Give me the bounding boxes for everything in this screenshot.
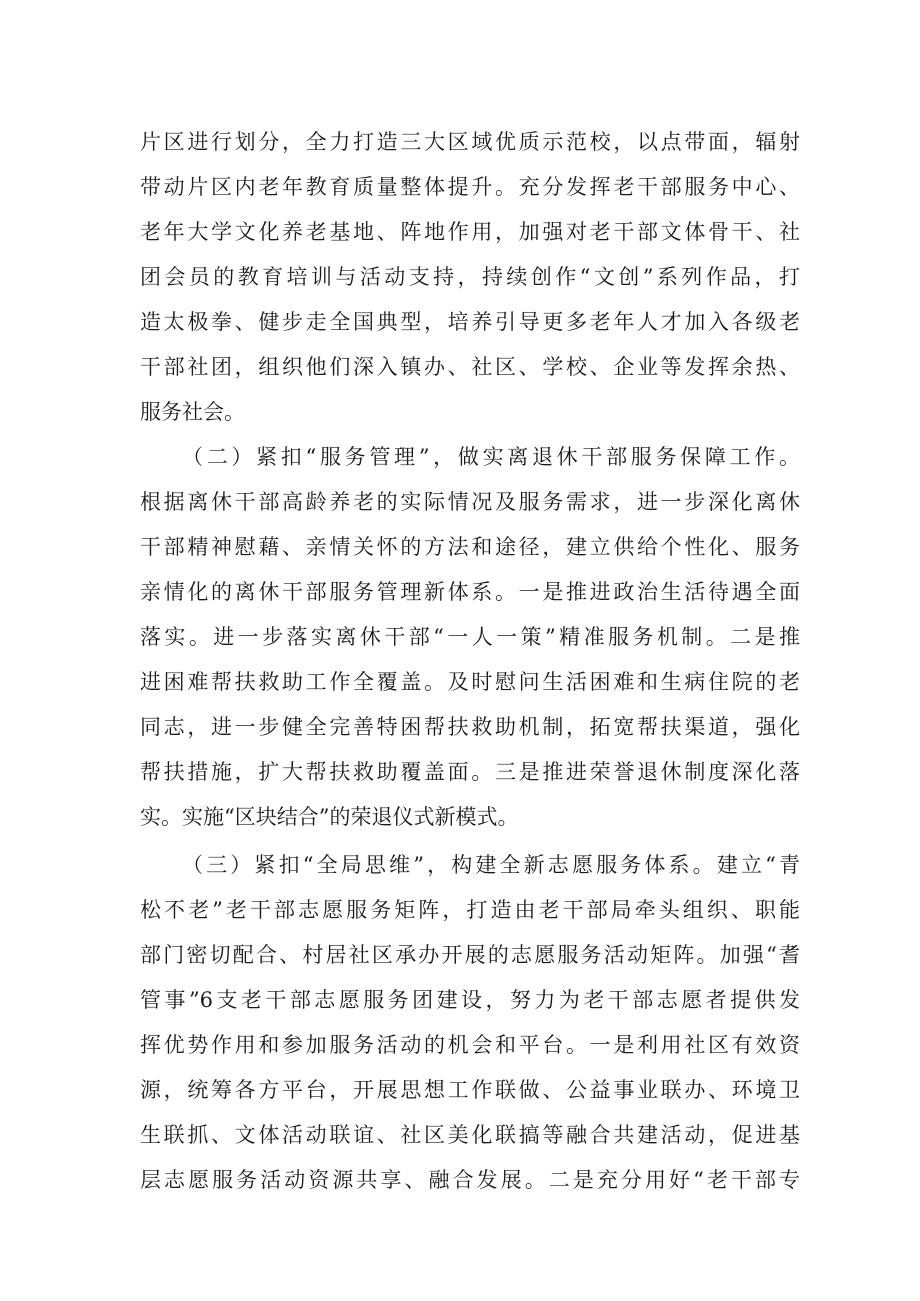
- body-text-line: 干部精神慰藉、亲情关怀的方法和途径，建立供给个性化、服务: [140, 535, 800, 559]
- body-text-line: 生联抓、文体活动联谊、社区美化联搞等融合共建活动，促进基: [140, 1123, 800, 1147]
- body-text-line: 造太极拳、健步走全国典型，培养引导更多老年人才加入各级老: [140, 310, 800, 334]
- body-text-line: 实。实施“区块结合”的荣退仪式新模式。: [140, 805, 519, 829]
- body-text-line: 管事”6支老干部志愿服务团建设，努力为老干部志愿者提供发: [140, 988, 800, 1012]
- body-text-line: 团会员的教育培训与活动支持，持续创作“文创”系列作品，打: [140, 265, 800, 289]
- body-text-line: 源，统筹各方平台，开展思想工作联做、公益事业联办、环境卫: [140, 1078, 800, 1102]
- body-text-line: 干部社团，组织他们深入镇办、社区、学校、企业等发挥余热、: [140, 355, 800, 379]
- body-text-line: 同志，进一步健全完善特困帮扶救助机制，拓宽帮扶渠道，强化: [140, 715, 800, 739]
- body-text-line: 层志愿服务活动资源共享、融合发展。二是充分用好“老干部专: [140, 1168, 800, 1192]
- body-text-line: 根据离休干部高龄养老的实际情况及服务需求，进一步深化离休: [140, 490, 800, 514]
- body-text-line: 落实。进一步落实离休干部“一人一策”精准服务机制。二是推: [140, 625, 800, 649]
- body-text-line: 进困难帮扶救助工作全覆盖。及时慰问生活困难和生病住院的老: [140, 670, 800, 694]
- body-text-line: 带动片区内老年教育质量整体提升。充分发挥老干部服务中心、: [140, 175, 800, 199]
- body-text-line: 片区进行划分，全力打造三大区域优质示范校，以点带面，辐射: [140, 130, 800, 154]
- section-heading-2: （二）紧扣“服务管理”，做实离退休干部服务保障工作。: [182, 445, 800, 469]
- body-text-line: 亲情化的离休干部服务管理新体系。一是推进政治生活待遇全面: [140, 580, 800, 604]
- body-text-line: 帮扶措施，扩大帮扶救助覆盖面。三是推进荣誉退休制度深化落: [140, 760, 800, 784]
- body-text-line: 部门密切配合、村居社区承办开展的志愿服务活动矩阵。加强“耆: [140, 943, 800, 967]
- body-text-line: 老年大学文化养老基地、阵地作用，加强对老干部文体骨干、社: [140, 220, 800, 244]
- body-text-line: 松不老”老干部志愿服务矩阵，打造由老干部局牵头组织、职能: [140, 898, 800, 922]
- body-text-line: 挥优势作用和参加服务活动的机会和平台。一是利用社区有效资: [140, 1033, 800, 1057]
- body-text-line: 服务社会。: [140, 400, 245, 424]
- section-heading-3: （三）紧扣“全局思维”，构建全新志愿服务体系。建立“青: [182, 853, 800, 877]
